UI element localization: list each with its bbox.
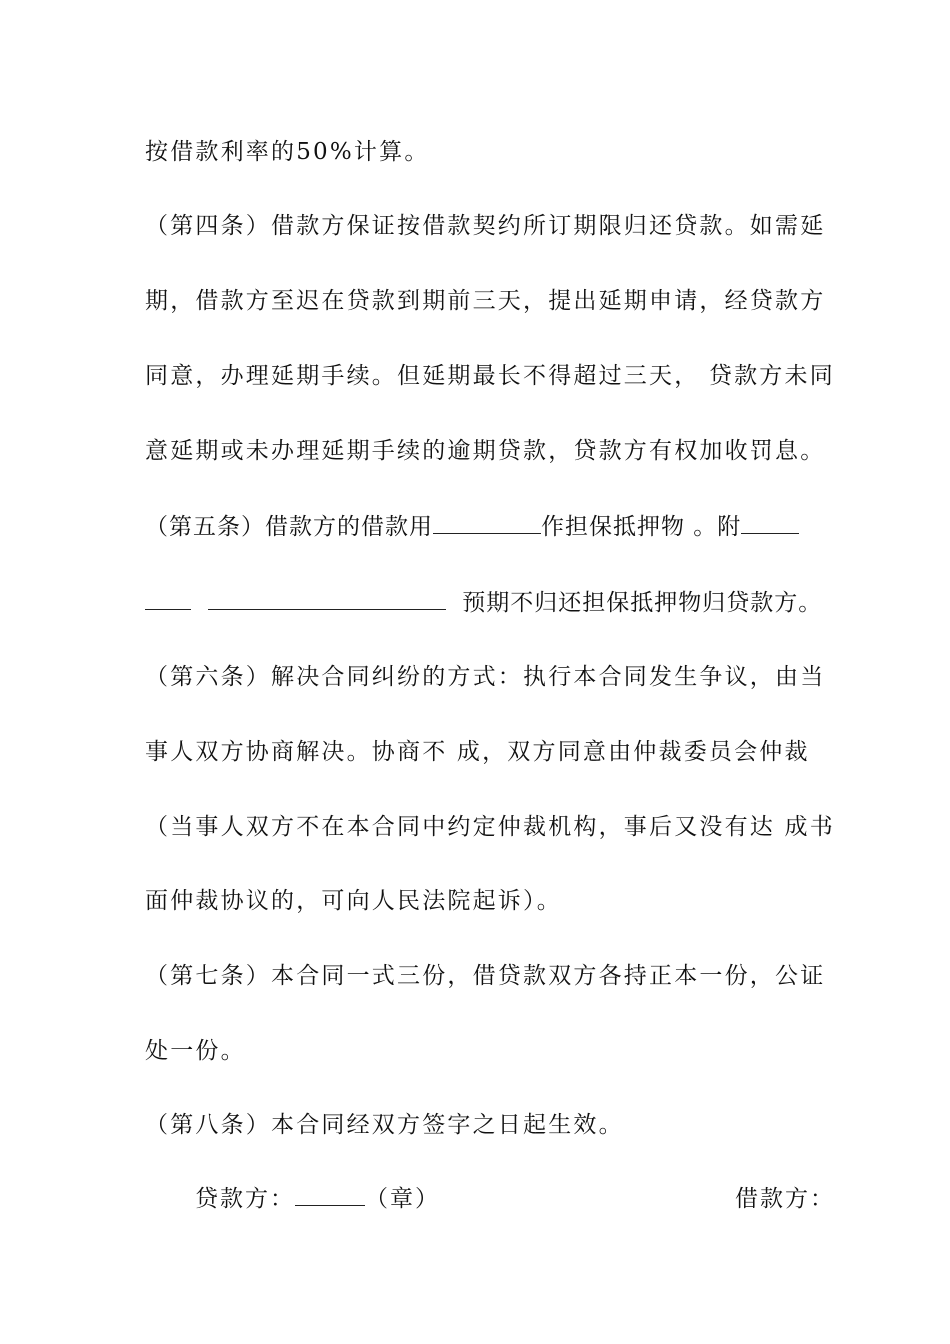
article-7-line-1: （第七条）本合同一式三份，借贷款双方各持正本一份，公证 (145, 963, 826, 989)
article-6-line-3: （当事人双方不在本合同中约定仲裁机构，事后又没有达 成书 (145, 814, 835, 840)
article-4-line-4: 意延期或未办理延期手续的逾期贷款，贷款方有权加收罚息。 (145, 438, 826, 464)
article-6-line-2: 事人双方协商解决。协商不 成，双方同意由仲裁委员会仲裁 (145, 739, 810, 765)
article-6-line-4: 面仲裁协议的，可向人民法院起诉）。 (145, 888, 562, 914)
article-5-text-a: （第五条）借款方的借款用 (145, 514, 433, 540)
lender-blank[interactable] (295, 1185, 365, 1206)
collateral-blank[interactable] (433, 513, 541, 534)
paragraph-line: 按借款利率的50%计算。 (145, 139, 430, 165)
lender-seal: （章） (365, 1186, 440, 1212)
article-6-line-1: （第六条）解决合同纠纷的方式：执行本合同发生争议，由当 (145, 664, 826, 690)
borrower-signature (735, 1184, 835, 1214)
lender-label: 贷款方： (195, 1186, 295, 1212)
lender-signature (195, 1184, 440, 1214)
attachment-blank[interactable] (741, 513, 799, 534)
article-4-line-1: （第四条）借款方保证按借款契约所订期限归还贷款。如需延 (145, 213, 826, 239)
article-8-line: （第八条）本合同经双方签字之日起生效。 (145, 1112, 624, 1138)
article-7-line-2: 处一份。 (145, 1038, 246, 1064)
borrower-label: 借款方： (735, 1186, 835, 1212)
attachment-blank-continued[interactable] (145, 589, 191, 610)
article-4-line-3: 同意，办理延期手续。但延期最长不得超过三天， 贷款方未同 (145, 363, 835, 389)
article-5-line-1 (145, 512, 815, 542)
article-5-text-b: 作担保抵押物 。附 (541, 514, 742, 540)
article-4-line-2: 期，借款方至迟在贷款到期前三天，提出延期申请，经贷款方 (145, 288, 826, 314)
article-5-line-2 (145, 588, 823, 618)
attachment-blank-2[interactable] (208, 589, 446, 610)
article-5-text-c: 预期不归还担保抵押物归贷款方。 (462, 590, 823, 616)
